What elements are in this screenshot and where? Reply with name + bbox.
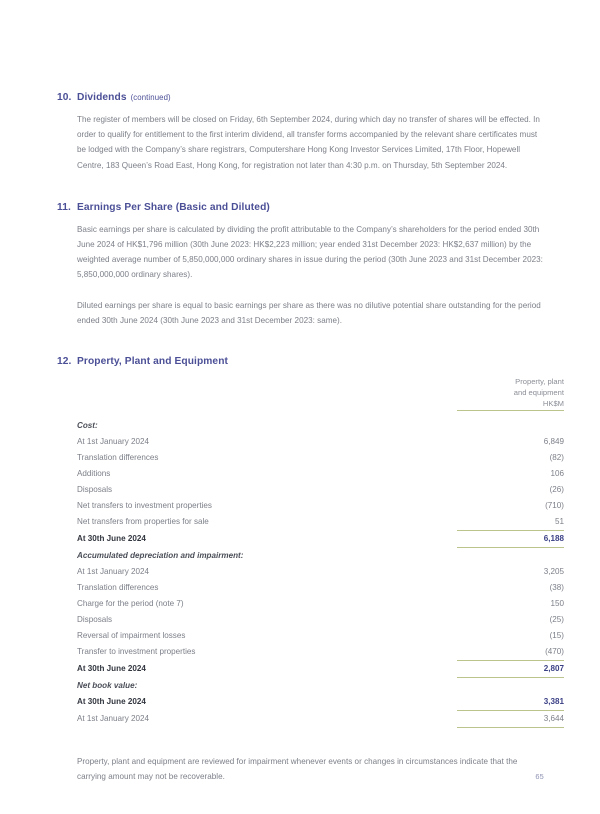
section-heading-12 xyxy=(57,356,544,367)
table-row xyxy=(77,514,564,531)
row-value: 6,188 xyxy=(457,530,564,547)
page-content xyxy=(57,92,564,784)
paragraph: Property, plant and equipment are reviewed for impairment whenever events or changes in circumstances indicate that the carrying amount may not be recoverable. xyxy=(77,756,518,781)
row-value: 3,381 xyxy=(457,694,564,711)
header-spacer-cell xyxy=(77,376,457,410)
section-heading-10 xyxy=(57,92,544,103)
row-value: (710) xyxy=(545,500,564,510)
table-row xyxy=(77,628,564,644)
section-number: 11. xyxy=(57,201,71,213)
table-spacer-row xyxy=(77,410,564,418)
table-group-heading-row xyxy=(77,547,564,564)
row-label: At 30th June 2024 xyxy=(77,697,146,707)
table-total-row xyxy=(77,530,564,547)
table-total-row xyxy=(77,694,564,711)
table-group-heading-row xyxy=(77,677,564,694)
column-header-line-3: HK$M xyxy=(542,399,564,409)
row-value: (15) xyxy=(549,630,564,640)
row-label: Net transfers to investment properties xyxy=(77,500,212,510)
row-value: 2,807 xyxy=(457,660,564,677)
paragraph: Basic earnings per share is calculated by dividing the profit attributable to the Company’s shareholders for the period ended 30th June 2024 of HK$1,796 million (30th June 2023: HK$2,223 million; year ended 31st December 2023: HK$2,637 million) by the weighted average number of 5,850,000,000 ordinary shares in issue during the period (30th June 2023 and 31st December 2023: 5,850,000,000 ordinary shares). xyxy=(77,224,543,280)
row-label: Reversal of impairment losses xyxy=(77,630,186,640)
row-label: Charge for the period (note 7) xyxy=(77,598,184,608)
column-header-ppe xyxy=(457,376,564,410)
table-row xyxy=(77,450,564,466)
table-row xyxy=(77,612,564,628)
table-row xyxy=(77,434,564,450)
table-row xyxy=(77,596,564,612)
section-heading-11 xyxy=(57,202,544,213)
paragraph: The register of members will be closed on Friday, 6th September 2024, during which day no transfer of shares will be effected. In order to qualify for entitlement to the first interim dividend, all transfer forms accompanied by the relevant share certificates must be lodged with the Company’s share registrars, Computershare Hong Kong Investor Services Limited, 17th Floor, Hopewell Centre, 183 Queen’s Road East, Hong Kong, for registration not later than 4:30 p.m. on Thursday, 5th September 2024. xyxy=(77,115,540,170)
row-value: (26) xyxy=(549,484,564,494)
section-dividends xyxy=(57,92,544,173)
table-header-row xyxy=(77,376,564,410)
table-row xyxy=(77,644,564,661)
paragraph: Diluted earnings per share is equal to basic earnings per share as there was no dilutive potential share outstanding for the period ended 30th June 2024 (30th June 2023 and 31st December 2023: same). xyxy=(77,300,541,325)
section-12-body xyxy=(77,754,544,784)
group-heading-value xyxy=(457,547,564,564)
row-label: At 30th June 2024 xyxy=(77,534,146,544)
row-label: At 30th June 2024 xyxy=(77,664,146,674)
row-value: (470) xyxy=(457,644,564,661)
table-row xyxy=(77,498,564,514)
column-header-line-2: and equipment xyxy=(513,388,564,398)
section-10-body xyxy=(77,112,544,173)
row-value: 51 xyxy=(457,514,564,531)
table-group-heading-row xyxy=(77,418,564,434)
group-heading: Cost: xyxy=(77,420,98,430)
row-value: 6,849 xyxy=(543,436,564,446)
section-title: Dividends xyxy=(77,92,127,103)
row-label: Translation differences xyxy=(77,582,159,592)
row-value: 150 xyxy=(550,598,564,608)
row-label: Translation differences xyxy=(77,452,159,462)
table-row xyxy=(77,710,564,727)
column-header-line-1: Property, plant xyxy=(515,377,564,387)
row-label: Additions xyxy=(77,468,111,478)
ppe-table xyxy=(77,376,564,728)
group-heading: Net book value: xyxy=(77,680,138,690)
row-value: (38) xyxy=(549,582,564,592)
row-label: Net transfers from properties for sale xyxy=(77,517,209,527)
table-row xyxy=(77,482,564,498)
row-value: 106 xyxy=(550,468,564,478)
row-value: 3,644 xyxy=(457,710,564,727)
section-number: 12. xyxy=(57,356,72,368)
table-row xyxy=(77,466,564,482)
table-row xyxy=(77,580,564,596)
row-value: (82) xyxy=(549,452,564,462)
section-property-plant-equipment xyxy=(57,356,564,784)
section-continued-label: (continued) xyxy=(130,93,171,102)
row-label: Transfer to investment properties xyxy=(77,647,196,657)
section-title: Earnings Per Share (Basic and Diluted) xyxy=(77,201,270,213)
section-number: 10. xyxy=(57,92,72,103)
group-heading-value xyxy=(457,418,564,434)
group-heading-value xyxy=(457,677,564,694)
page-number: 65 xyxy=(535,772,544,781)
row-label: At 1st January 2024 xyxy=(77,566,149,576)
row-label: At 1st January 2024 xyxy=(77,436,149,446)
row-label: At 1st January 2024 xyxy=(77,714,149,724)
table-row xyxy=(77,564,564,580)
group-heading: Accumulated depreciation and impairment: xyxy=(77,550,244,560)
section-earnings-per-share xyxy=(57,202,544,328)
row-value: 3,205 xyxy=(543,566,564,576)
row-label: Disposals xyxy=(77,614,113,624)
section-title: Property, Plant and Equipment xyxy=(77,356,229,368)
row-label: Disposals xyxy=(77,484,113,494)
ppe-table-wrapper xyxy=(77,376,564,728)
section-11-body xyxy=(77,222,544,328)
row-value: (25) xyxy=(549,614,564,624)
table-total-row xyxy=(77,660,564,677)
